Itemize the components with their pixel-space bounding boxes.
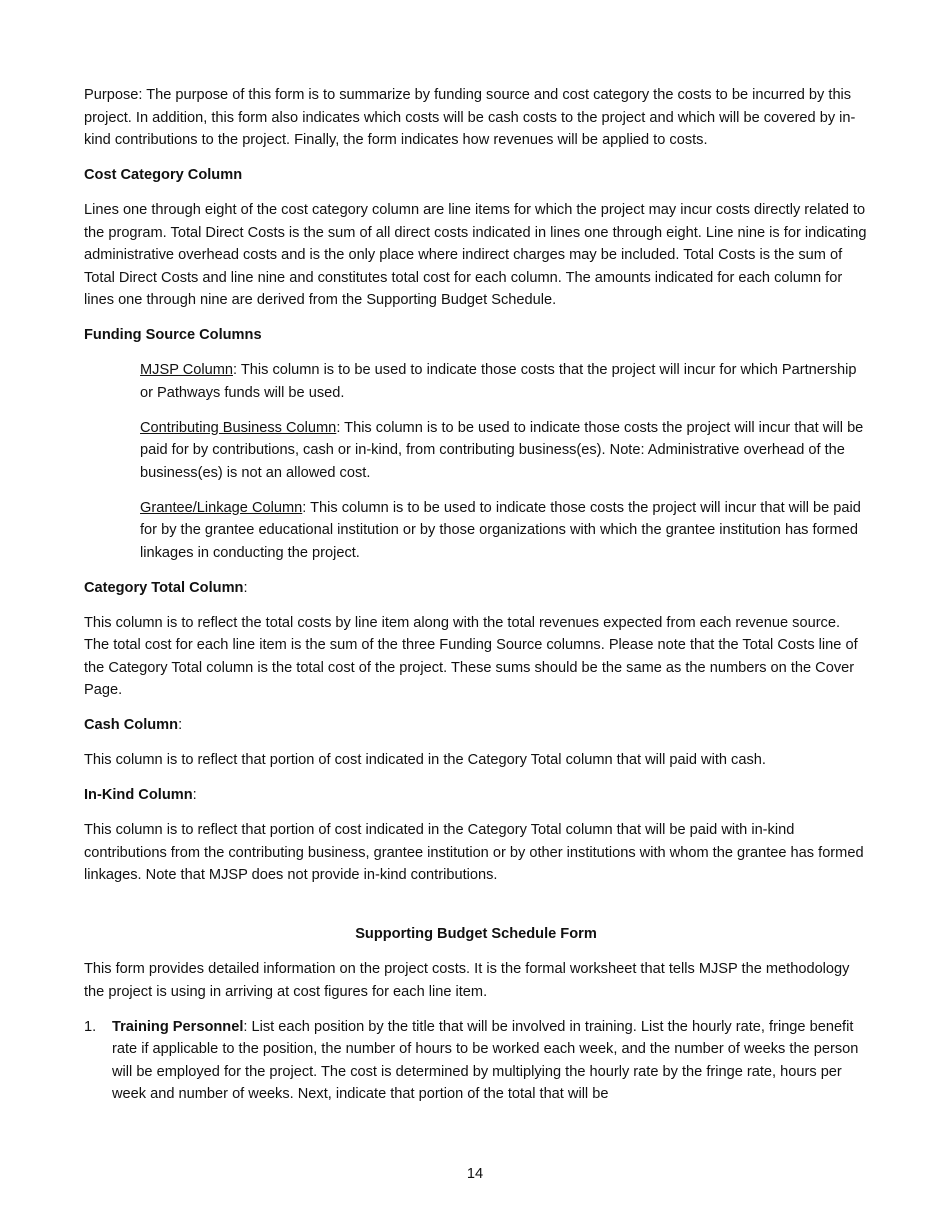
section-spacer bbox=[84, 899, 868, 923]
category-total-heading-line bbox=[84, 577, 868, 600]
cost-category-heading: Cost Category Column bbox=[84, 167, 243, 183]
supporting-budget-heading: Supporting Budget Schedule Form bbox=[355, 926, 597, 942]
list-item bbox=[84, 1016, 868, 1106]
category-total-text: This column is to reflect the total costs by line item along with the total revenues expected from each revenue source. The total cost for each line item is the sum of the three Funding Source columns. Please note that the Total Costs line of the Category Total column is the total cost of the project. These sums should be the same as the numbers on the Cover Page. bbox=[84, 614, 858, 698]
list-item-label: Training Personnel bbox=[112, 1018, 244, 1035]
mjsp-column-paragraph bbox=[140, 359, 868, 404]
category-total-heading: Category Total Column bbox=[84, 579, 244, 596]
cash-heading: Cash Column bbox=[84, 717, 179, 733]
mjsp-column-term: MJSP Column bbox=[140, 362, 233, 378]
grantee-linkage-text: : This column is to be used to indicate those costs the project will incur that will be paid for by the grantee educational institution or by those organizations with which the grantee institution has formed linkages in conducting the project. bbox=[140, 499, 861, 561]
list-item-number: 1. bbox=[84, 1018, 97, 1035]
in-kind-colon: : bbox=[192, 787, 197, 803]
funding-source-heading: Funding Source Columns bbox=[84, 327, 262, 343]
document-page bbox=[84, 84, 868, 1106]
list-item-text: : List each position by the title that will be involved in training. List the hourly rate, fringe benefit rate if applicable to the position, the number of hours to be worked each week, and the number of weeks the person will be employed for the project. The cost is determined by multiplying the hourly rate by the fringe rate, hours per week and number of weeks. Next, indicate that portion of the total that will be bbox=[112, 1018, 859, 1102]
cash-text: This column is to reflect that portion of cost indicated in the Category Total column that will paid with cash. bbox=[84, 752, 766, 768]
grantee-linkage-paragraph bbox=[140, 497, 868, 565]
cost-category-text: Lines one through eight of the cost category column are line items for which the project may incur costs directly related to the program. Total Direct Costs is the sum of all direct costs indicated in lines one through eight. Line nine is for indicating administrative overhead costs and is the only place where indirect charges may be included. Total Costs is the sum of Total Direct Costs and line nine and constitutes total cost for each column. The amounts indicated for each column for lines one through nine are derived from the Supporting Budget Schedule. bbox=[84, 202, 867, 308]
contributing-business-text: : This column is to be used to indicate those costs the project will incur that will be paid for by contributions, cash or in-kind, from contributing business(es). Note: Administrative overhead of the business(es) is not an allowed cost. bbox=[140, 419, 864, 481]
page-number: 14 bbox=[466, 1166, 484, 1182]
purpose-paragraph: Purpose: The purpose of this form is to summarize by funding source and cost category the costs to be incurred by this project. In addition, this form also indicates which costs will be cash costs to the project and which will be covered by in-kind contributions to the project. Finally, the form indicates how revenues will be applied to costs. bbox=[84, 87, 856, 148]
supporting-budget-intro: This form provides detailed information on the project costs. It is the formal worksheet that tells MJSP the methodology the project is using in arriving at cost figures for each line item. bbox=[84, 961, 850, 1000]
mjsp-column-text: : This column is to be used to indicate those costs that the project will incur for which Partnership or Pathways funds will be used. bbox=[140, 362, 857, 401]
grantee-linkage-term: Grantee/Linkage Column bbox=[140, 499, 303, 516]
in-kind-heading-line bbox=[84, 784, 868, 807]
in-kind-text: This column is to reflect that portion of cost indicated in the Category Total column that will be paid with in-kind contributions from the contributing business, grantee institution or by other institutions with whom the grantee has formed linkages. Note that MJSP does not provide in-kind contributions. bbox=[84, 822, 864, 883]
cash-colon: : bbox=[178, 717, 183, 733]
contributing-business-term: Contributing Business Column bbox=[140, 419, 337, 436]
cash-heading-line bbox=[84, 714, 868, 737]
category-total-colon: : bbox=[243, 579, 248, 596]
in-kind-heading: In-Kind Column bbox=[84, 787, 193, 803]
contributing-business-paragraph bbox=[140, 417, 868, 485]
